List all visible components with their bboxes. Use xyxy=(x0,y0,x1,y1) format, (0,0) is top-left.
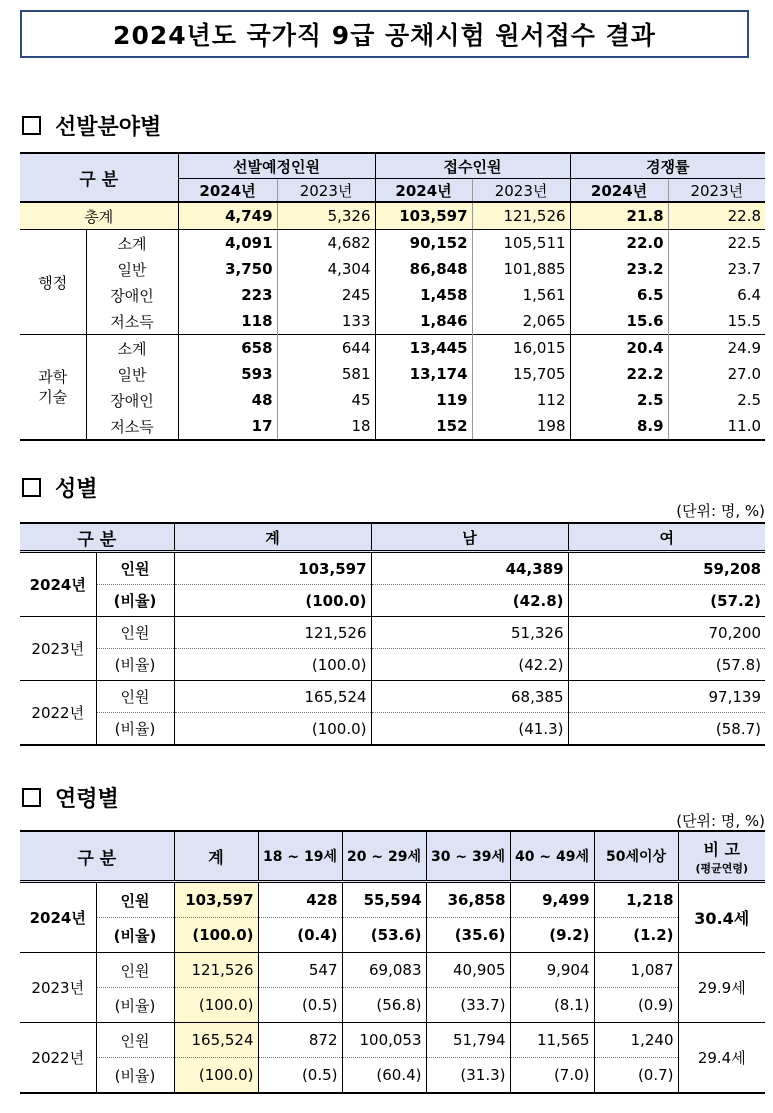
cell: 644 xyxy=(277,335,375,362)
cell: 44,389 xyxy=(371,552,568,585)
cell: (31.3) xyxy=(426,1058,510,1094)
cell: (7.0) xyxy=(510,1058,594,1094)
cell: 2.5 xyxy=(668,387,765,413)
avg-age: 29.9세 xyxy=(678,953,765,1023)
row-label: 일반 xyxy=(117,260,147,279)
cell: 165,524 xyxy=(174,1023,258,1058)
cell: 1,458 xyxy=(375,282,472,308)
cell: (1.2) xyxy=(594,918,678,953)
section-heading-age xyxy=(22,782,119,813)
cell: 15,705 xyxy=(472,361,570,387)
header-year: 2023년 xyxy=(277,179,375,203)
group-label xyxy=(20,335,86,441)
year-label: 2024년 xyxy=(20,882,96,953)
cell: 24.9 xyxy=(668,335,765,362)
header-age-30: 30 ~ 39세 xyxy=(426,831,510,882)
cell: (100.0) xyxy=(174,649,371,681)
row-label: 인원 xyxy=(96,681,174,713)
cell: 18 xyxy=(277,413,375,440)
section-heading-text: 선발분야별 xyxy=(55,115,162,140)
header-age-40: 40 ~ 49세 xyxy=(510,831,594,882)
table-row xyxy=(20,335,765,362)
cell: 658 xyxy=(178,335,277,362)
cell: 45 xyxy=(277,387,375,413)
cell: 97,139 xyxy=(568,681,765,713)
header-division: 구 분 xyxy=(20,153,178,202)
header-ratio: 경쟁률 xyxy=(570,153,765,179)
section-heading-text: 연령별 xyxy=(55,787,119,812)
cell: (100.0) xyxy=(174,585,371,617)
table-row xyxy=(20,713,765,746)
cell: 22.0 xyxy=(570,230,668,257)
row-label: 인원 xyxy=(96,617,174,649)
cell: 1,561 xyxy=(472,282,570,308)
header-note-label: 비 고 xyxy=(703,839,740,859)
page-title xyxy=(20,10,749,58)
header-total: 계 xyxy=(174,523,371,552)
cell: (33.7) xyxy=(426,988,510,1023)
header-female: 여 xyxy=(568,523,765,552)
avg-age: 29.4세 xyxy=(678,1023,765,1094)
cell: 70,200 xyxy=(568,617,765,649)
cell: 6.4 xyxy=(668,282,765,308)
cell: 2.5 xyxy=(570,387,668,413)
table-row xyxy=(20,882,765,918)
cell: (35.6) xyxy=(426,918,510,953)
cell: (100.0) xyxy=(174,713,371,746)
cell: 13,174 xyxy=(375,361,472,387)
row-label: 저소득 xyxy=(110,312,154,331)
cell: 121,526 xyxy=(472,202,570,230)
avg-age: 30.4세 xyxy=(678,882,765,953)
table-row xyxy=(20,585,765,617)
cell: 22.5 xyxy=(668,230,765,257)
group-label-line: 기술 xyxy=(38,388,68,406)
cell: 245 xyxy=(277,282,375,308)
cell: 152 xyxy=(375,413,472,440)
unit-label: (단위: 명, %) xyxy=(676,812,765,830)
cell: (0.5) xyxy=(258,988,342,1023)
cell: 6.5 xyxy=(570,282,668,308)
group-label: 행정 xyxy=(20,230,86,335)
cell: 103,597 xyxy=(174,882,258,918)
row-label: (비율) xyxy=(96,1058,174,1094)
year-label: 2023년 xyxy=(20,617,96,681)
checkbox-square-icon xyxy=(22,478,41,497)
table-row xyxy=(20,552,765,585)
header-year: 2023년 xyxy=(668,179,765,203)
row-label: (비율) xyxy=(96,918,174,953)
header-age-18: 18 ~ 19세 xyxy=(258,831,342,882)
cell: 90,152 xyxy=(375,230,472,257)
cell: 4,749 xyxy=(178,202,277,230)
cell: (56.8) xyxy=(342,988,426,1023)
cell: (58.7) xyxy=(568,713,765,746)
row-label: 인원 xyxy=(96,1023,174,1058)
cell: 68,385 xyxy=(371,681,568,713)
cell: (57.2) xyxy=(568,585,765,617)
header-year: 2024년 xyxy=(570,179,668,203)
cell: 22.2 xyxy=(570,361,668,387)
cell: 1,087 xyxy=(594,953,678,988)
cell: 118 xyxy=(178,308,277,335)
cell: 15.5 xyxy=(668,308,765,335)
year-label: 2024년 xyxy=(20,552,96,617)
cell: 121,526 xyxy=(174,617,371,649)
table-row xyxy=(20,361,765,387)
row-label: (비율) xyxy=(96,649,174,681)
row-label: 인원 xyxy=(96,953,174,988)
cell: (60.4) xyxy=(342,1058,426,1094)
section-heading-field xyxy=(22,110,161,141)
cell: 105,511 xyxy=(472,230,570,257)
header-total: 계 xyxy=(174,831,258,882)
table-row xyxy=(20,282,765,308)
cell: 27.0 xyxy=(668,361,765,387)
cell: 9,904 xyxy=(510,953,594,988)
cell: (0.5) xyxy=(258,1058,342,1094)
cell: 21.8 xyxy=(570,202,668,230)
row-label: 소계 xyxy=(117,234,147,253)
checkbox-square-icon xyxy=(22,788,41,807)
cell: 51,794 xyxy=(426,1023,510,1058)
year-label: 2022년 xyxy=(20,681,96,746)
cell: (42.8) xyxy=(371,585,568,617)
title-text: 2024년도 국가직 9급 공채시험 원서접수 결과 xyxy=(113,21,656,50)
cell: 165,524 xyxy=(174,681,371,713)
table-row xyxy=(20,387,765,413)
table-row xyxy=(20,617,765,649)
cell: 48 xyxy=(178,387,277,413)
cell: 69,083 xyxy=(342,953,426,988)
table-row xyxy=(20,1023,765,1058)
group-label-line: 과학 xyxy=(38,368,68,386)
table-row xyxy=(20,953,765,988)
cell: 86,848 xyxy=(375,256,472,282)
header-age-20: 20 ~ 29세 xyxy=(342,831,426,882)
cell: 20.4 xyxy=(570,335,668,362)
cell: 59,208 xyxy=(568,552,765,585)
cell: 101,885 xyxy=(472,256,570,282)
section-heading-gender xyxy=(22,472,98,503)
unit-label: (단위: 명, %) xyxy=(676,502,765,520)
cell: 593 xyxy=(178,361,277,387)
table-row xyxy=(20,649,765,681)
header-division: 구 분 xyxy=(20,523,174,552)
cell: 8.9 xyxy=(570,413,668,440)
header-male: 남 xyxy=(371,523,568,552)
cell: (0.7) xyxy=(594,1058,678,1094)
cell: 11.0 xyxy=(668,413,765,440)
cell: 103,597 xyxy=(174,552,371,585)
cell: 15.6 xyxy=(570,308,668,335)
cell: 13,445 xyxy=(375,335,472,362)
cell: (53.6) xyxy=(342,918,426,953)
table-row xyxy=(20,988,765,1023)
cell: 872 xyxy=(258,1023,342,1058)
cell: (42.2) xyxy=(371,649,568,681)
year-label: 2022년 xyxy=(20,1023,96,1094)
row-label: (비율) xyxy=(96,713,174,746)
row-label: 소계 xyxy=(86,335,178,362)
cell: 133 xyxy=(277,308,375,335)
cell: (41.3) xyxy=(371,713,568,746)
cell: 223 xyxy=(178,282,277,308)
table-row xyxy=(20,413,765,440)
row-label: 장애인 xyxy=(110,391,154,410)
cell: 36,858 xyxy=(426,882,510,918)
cell: 100,053 xyxy=(342,1023,426,1058)
table-row xyxy=(20,230,765,257)
cell: (8.1) xyxy=(510,988,594,1023)
cell: 547 xyxy=(258,953,342,988)
header-note xyxy=(678,831,765,882)
cell: 103,597 xyxy=(375,202,472,230)
age-table xyxy=(20,830,765,1094)
cell: 4,304 xyxy=(277,256,375,282)
header-year: 2024년 xyxy=(178,179,277,203)
cell: 51,326 xyxy=(371,617,568,649)
cell: 428 xyxy=(258,882,342,918)
cell: 1,240 xyxy=(594,1023,678,1058)
row-label: 총계 xyxy=(20,202,178,230)
table-row xyxy=(20,256,765,282)
table-row xyxy=(20,1058,765,1094)
table-row xyxy=(20,681,765,713)
header-division: 구 분 xyxy=(20,831,174,882)
cell: 5,326 xyxy=(277,202,375,230)
cell: 23.2 xyxy=(570,256,668,282)
cell: 17 xyxy=(178,413,277,440)
cell: 55,594 xyxy=(342,882,426,918)
cell: (100.0) xyxy=(174,918,258,953)
cell: 198 xyxy=(472,413,570,440)
header-year: 2023년 xyxy=(472,179,570,203)
row-label: 일반 xyxy=(117,365,147,384)
cell: 40,905 xyxy=(426,953,510,988)
table-row xyxy=(20,202,765,230)
cell: 23.7 xyxy=(668,256,765,282)
cell: 4,091 xyxy=(178,230,277,257)
cell: (100.0) xyxy=(174,1058,258,1094)
cell: (57.8) xyxy=(568,649,765,681)
cell: (0.4) xyxy=(258,918,342,953)
cell: (9.2) xyxy=(510,918,594,953)
row-label: (비율) xyxy=(96,585,174,617)
header-age-50: 50세이상 xyxy=(594,831,678,882)
cell: 22.8 xyxy=(668,202,765,230)
cell: 581 xyxy=(277,361,375,387)
header-year: 2024년 xyxy=(375,179,472,203)
year-label: 2023년 xyxy=(20,953,96,1023)
cell: (0.9) xyxy=(594,988,678,1023)
table-row xyxy=(20,308,765,335)
cell: 4,682 xyxy=(277,230,375,257)
cell: 112 xyxy=(472,387,570,413)
row-label: 저소득 xyxy=(86,413,178,440)
cell: 119 xyxy=(375,387,472,413)
row-label: 장애인 xyxy=(110,286,154,305)
cell: 121,526 xyxy=(174,953,258,988)
checkbox-square-icon xyxy=(22,116,41,135)
table-row xyxy=(20,918,765,953)
cell: (100.0) xyxy=(174,988,258,1023)
row-label: 인원 xyxy=(96,882,174,918)
row-label: 인원 xyxy=(96,552,174,585)
section-heading-text: 성별 xyxy=(55,477,98,502)
cell: 9,499 xyxy=(510,882,594,918)
cell: 3,750 xyxy=(178,256,277,282)
cell: 1,218 xyxy=(594,882,678,918)
row-label: (비율) xyxy=(96,988,174,1023)
cell: 1,846 xyxy=(375,308,472,335)
gender-table xyxy=(20,522,765,746)
cell: 2,065 xyxy=(472,308,570,335)
header-planned: 선발예정인원 xyxy=(178,153,375,179)
header-applicants: 접수인원 xyxy=(375,153,570,179)
cell: 16,015 xyxy=(472,335,570,362)
field-table xyxy=(20,152,765,441)
cell: 11,565 xyxy=(510,1023,594,1058)
header-note-sub: (평균연령) xyxy=(695,861,749,875)
